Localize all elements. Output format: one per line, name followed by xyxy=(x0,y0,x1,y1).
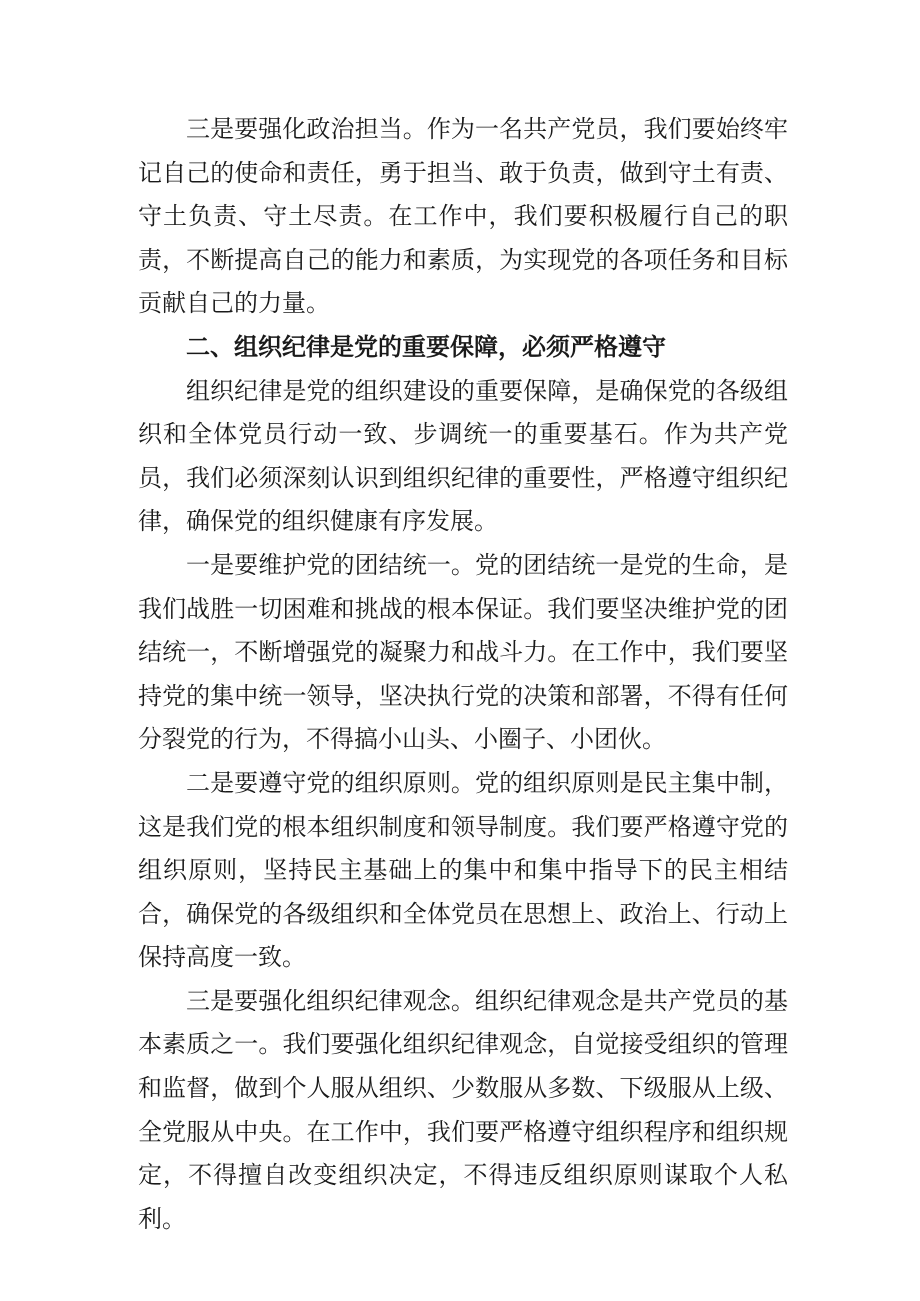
document-page xyxy=(138,108,788,1241)
paragraph-organizational-principle: 二是要遵守党的组织原则。党的组织原则是民主集中制，这是我们党的根本组织制度和领导制度。我们要严格遵守党的组织原则，坚持民主基础上的集中和集中指导下的民主相结合，确保党的各级组织和全体党员在思想上、政治上、行动上保持高度一致。 xyxy=(138,768,788,972)
paragraph-discipline-awareness: 三是要强化组织纪律观念。组织纪律观念是共产党员的基本素质之一。我们要强化组织纪律观念，自觉接受组织的管理和监督，做到个人服从组织、少数服从多数、下级服从上级、全党服从中央。在工作中，我们要严格遵守组织程序和组织规定，不得擅自改变组织决定，不得违反组织原则谋取个人私利。 xyxy=(138,986,788,1233)
paragraph-discipline-intro: 组织纪律是党的组织建设的重要保障，是确保党的各级组织和全体党员行动一致、步调统一的重要基石。作为共产党员，我们必须深刻认识到组织纪律的重要性，严格遵守组织纪律，确保党的组织健康有序发展。 xyxy=(138,376,788,536)
paragraph-political-responsibility: 三是要强化政治担当。作为一名共产党员，我们要始终牢记自己的使命和责任，勇于担当、敢于负责，做到守土有责、守土负责、守土尽责。在工作中，我们要积极履行自己的职责，不断提高自己的能力和素质，为实现党的各项任务和目标贡献自己的力量。 xyxy=(138,115,788,318)
paragraph-party-unity: 一是要维护党的团结统一。党的团结统一是党的生命，是我们战胜一切困难和挑战的根本保证。我们要坚决维护党的团结统一，不断增强党的凝聚力和战斗力。在工作中，我们要坚持党的集中统一领导，坚决执行党的决策和部署，不得有任何分裂党的行为，不得搞小山头、小圈子、小团伙。 xyxy=(138,550,788,754)
section-heading-organizational-discipline: 二、组织纪律是党的重要保障，必须严格遵守 xyxy=(186,332,666,361)
